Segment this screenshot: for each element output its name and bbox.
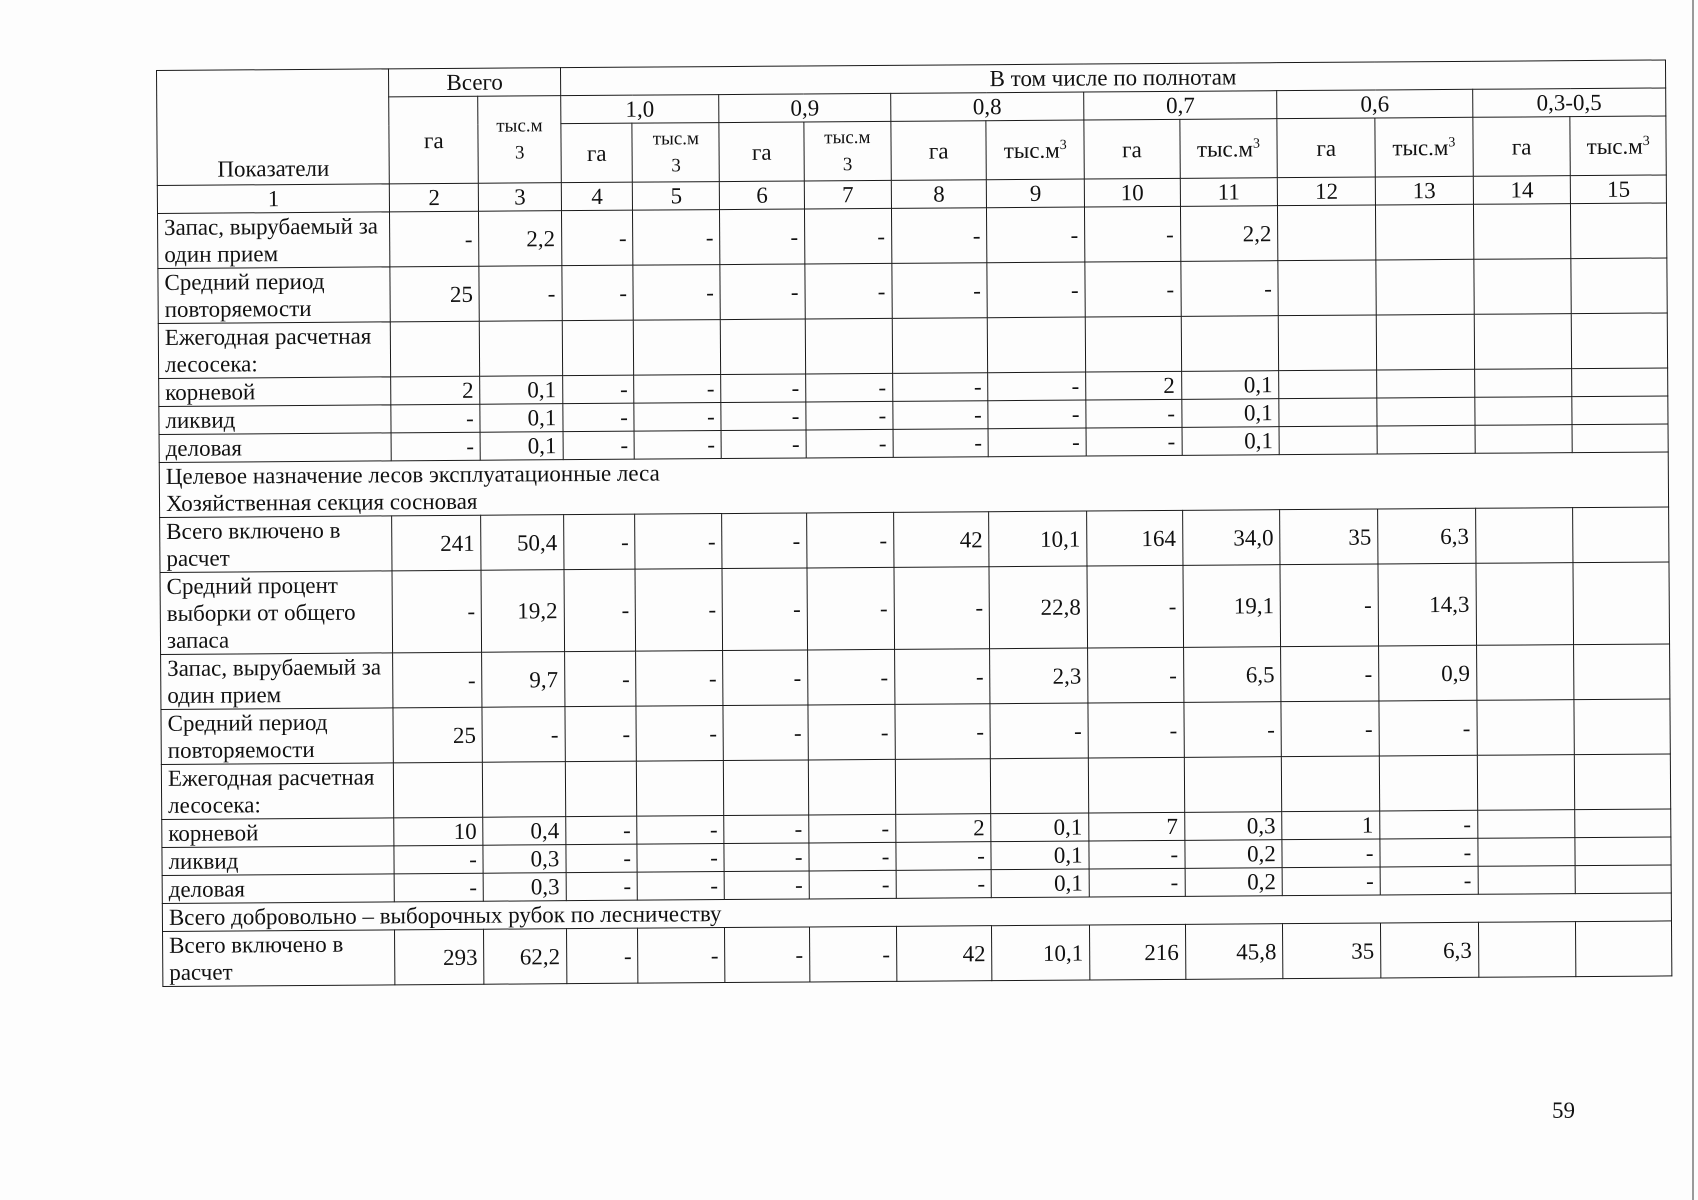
row-label: деловая: [159, 433, 392, 463]
unit-vol-base: тыс.м: [824, 127, 871, 149]
column-index-cell: 14: [1473, 176, 1571, 205]
table-cell: [988, 317, 1086, 373]
table-cell: 0,4: [483, 817, 566, 846]
table-cell: [1575, 837, 1671, 866]
table-cell: -: [638, 872, 725, 901]
table-cell: -: [566, 816, 638, 844]
unit-vol-exp: 3: [842, 154, 853, 176]
table-cell: -: [1086, 427, 1182, 456]
row-label: Всего включено в расчет: [160, 516, 393, 573]
column-index-cell: 13: [1375, 176, 1473, 205]
table-cell: -: [1089, 840, 1185, 869]
table-cell: -: [808, 704, 895, 760]
table-cell: -: [635, 431, 722, 460]
table-cell: 42: [896, 926, 992, 982]
table-cell: 35: [1280, 509, 1378, 565]
table-cell: [808, 759, 895, 815]
column-index-cell: 15: [1571, 175, 1667, 204]
table-cell: -: [566, 872, 638, 900]
unit-vol-exp: 3: [1059, 137, 1067, 153]
table-cell: -: [479, 266, 562, 322]
table-cell: [1575, 754, 1671, 810]
table-cell: -: [720, 264, 805, 320]
table-cell: 9,7: [482, 652, 565, 708]
table-cell: -: [806, 401, 893, 430]
table-cell: -: [804, 208, 891, 264]
table-cell: -: [805, 263, 892, 319]
column-index-cell: 11: [1180, 178, 1278, 207]
table-cell: 0,1: [1181, 399, 1279, 428]
table-cell: 0,1: [480, 404, 563, 433]
table-cell: -: [720, 209, 805, 265]
table-cell: -: [564, 651, 636, 706]
table-cell: 42: [893, 512, 989, 568]
table-cell: [1278, 205, 1376, 261]
section-heading-line: Целевое назначение лесов эксплуатационные леса: [165, 460, 660, 489]
table-cell: [483, 762, 566, 818]
table-cell: 0,1: [991, 869, 1089, 898]
table-cell: [1477, 755, 1575, 811]
header-unit-ga: га: [719, 122, 804, 182]
header-total-vol: [478, 96, 561, 184]
table-cell: -: [893, 429, 989, 458]
table-cell: 0,1: [991, 813, 1089, 842]
table-cell: -: [1184, 702, 1282, 758]
header-density-6: 0,3-0,5: [1472, 88, 1665, 117]
table-cell: -: [1089, 868, 1185, 897]
header-density-1: 1,0: [561, 95, 720, 124]
table-cell: [1085, 316, 1181, 372]
table-cell: 0,2: [1184, 840, 1282, 869]
row-label: ликвид: [159, 405, 392, 435]
row-label: Запас, вырубаемый за один прием: [161, 653, 394, 710]
header-density-3: 0,8: [891, 92, 1084, 121]
section-heading-line: Хозяйственная секция сосновая: [165, 488, 478, 516]
table-cell: [637, 761, 724, 817]
table-cell: -: [990, 703, 1088, 759]
table-cell: 164: [1087, 510, 1183, 566]
table-cell: 62,2: [484, 929, 567, 985]
table-cell: -: [562, 265, 634, 320]
header-unit-ga: га: [1084, 119, 1180, 179]
table-cell: [1375, 204, 1473, 260]
table-cell: 2: [896, 814, 992, 843]
table-cell: -: [638, 928, 725, 984]
table-cell: [1571, 258, 1667, 314]
table-cell: [394, 762, 483, 818]
table-cell: -: [633, 210, 720, 266]
unit-vol-exp: 3: [1252, 136, 1261, 152]
table-cell: 0,1: [1182, 427, 1280, 456]
table-cell: -: [809, 870, 896, 899]
row-label: корневой: [159, 377, 392, 407]
table-cell: [562, 320, 634, 375]
table-cell: [1573, 562, 1669, 645]
table-cell: -: [1085, 206, 1181, 262]
table-cell: -: [393, 652, 482, 708]
table-cell: [1477, 700, 1575, 756]
row-label: Запас, вырубаемый за один прием: [158, 212, 391, 269]
table-cell: [1088, 757, 1184, 813]
table-cell: [1377, 397, 1475, 426]
table-cell: 0,1: [1181, 371, 1279, 400]
table-cell: -: [561, 210, 633, 265]
density-table: [156, 59, 1672, 987]
header-unit-vol: [1179, 119, 1277, 179]
header-total-group: Всего: [389, 68, 561, 97]
table-cell: [721, 319, 806, 375]
table-cell: -: [988, 400, 1086, 429]
table-cell: [895, 759, 991, 815]
table-cell: [1181, 316, 1279, 372]
table-cell: 0,3: [483, 845, 566, 874]
table-cell: -: [562, 375, 634, 403]
table-cell: -: [636, 706, 723, 762]
table-container: [156, 59, 1672, 987]
table-cell: -: [1380, 810, 1478, 839]
table-cell: 0,1: [480, 432, 563, 461]
table-cell: [1574, 644, 1670, 700]
table-cell: -: [482, 707, 565, 763]
table-cell: -: [722, 513, 807, 569]
table-cell: [1475, 425, 1573, 454]
column-index-cell: 12: [1278, 177, 1376, 206]
table-cell: -: [1280, 564, 1378, 647]
table-cell: -: [565, 706, 637, 761]
table-cell: -: [721, 402, 806, 431]
table-cell: -: [893, 401, 989, 430]
table-cell: 45,8: [1185, 924, 1283, 980]
table-cell: -: [391, 404, 480, 433]
table-cell: 14,3: [1378, 563, 1476, 646]
table-cell: -: [563, 514, 635, 569]
table-cell: [1474, 259, 1572, 315]
table-cell: -: [635, 514, 722, 570]
header-unit-ga: га: [1473, 117, 1571, 177]
table-cell: [1572, 424, 1668, 453]
unit-vol-exp: 3: [671, 155, 681, 177]
row-label: Ежегодная расчетная лесосека:: [158, 322, 391, 379]
table-cell: -: [566, 928, 638, 983]
table-cell: -: [1086, 399, 1182, 428]
table-cell: 2: [1086, 371, 1182, 400]
table-cell: 10,1: [992, 925, 1090, 981]
row-label: Средний период повторяемости: [158, 267, 391, 324]
column-index-cell: 10: [1084, 178, 1180, 207]
header-unit-vol: [632, 123, 719, 183]
header-unit-vol: [986, 120, 1084, 180]
table-cell: -: [806, 373, 893, 402]
row-label: Всего включено в расчет: [163, 930, 396, 987]
table-cell: [1279, 315, 1377, 371]
row-label: корневой: [162, 818, 395, 848]
table-cell: -: [892, 263, 988, 319]
table-cell: [724, 760, 809, 816]
column-index-cell: 9: [987, 179, 1085, 208]
table-cell: -: [988, 372, 1086, 401]
table-cell: [1477, 810, 1575, 839]
table-cell: -: [892, 373, 988, 402]
row-label: Средний процент выборки от общего запаса: [160, 571, 393, 655]
table-cell: [1377, 425, 1475, 454]
table-cell: 22,8: [989, 566, 1087, 649]
table-cell: 19,2: [481, 570, 564, 653]
table-cell: [1478, 866, 1576, 895]
table-cell: [1475, 508, 1573, 564]
header-unit-ga: га: [561, 123, 633, 182]
table-cell: -: [1380, 838, 1478, 867]
row-label: деловая: [162, 874, 395, 904]
table-cell: [1184, 757, 1282, 813]
unit-vol-base: тыс.м: [1392, 134, 1449, 160]
table-cell: [1377, 369, 1475, 398]
table-cell: [1379, 755, 1477, 811]
table-cell: [1475, 397, 1573, 426]
table-cell: 0,3: [483, 873, 566, 902]
column-index-cell: 8: [891, 180, 987, 209]
table-cell: 10: [394, 817, 483, 846]
unit-vol-base: тыс.м: [1003, 137, 1060, 163]
unit-vol-base: тыс.м: [496, 115, 543, 137]
unit-vol-exp: 3: [1642, 133, 1650, 149]
scan-edge-line: [1692, 0, 1694, 1200]
table-cell: 2,2: [1180, 206, 1278, 262]
table-cell: 7: [1089, 812, 1185, 841]
header-density-group: В том числе по полнотам: [560, 60, 1665, 96]
table-cell: -: [566, 844, 638, 872]
table-cell: -: [635, 569, 722, 652]
table-cell: -: [987, 262, 1085, 318]
table-cell: [1279, 370, 1377, 399]
table-cell: -: [563, 403, 635, 431]
section-heading-line: Всего добровольно – выборочных рубок по лесничеству: [168, 901, 722, 930]
table-cell: [1376, 314, 1474, 370]
table-cell: [805, 318, 892, 374]
table-cell: -: [807, 512, 894, 568]
column-index-cell: 6: [720, 181, 805, 210]
table-cell: 6,5: [1183, 647, 1281, 703]
table-cell: 2,3: [990, 648, 1088, 704]
table-cell: -: [896, 842, 992, 871]
table-cell: [1478, 838, 1576, 867]
table-cell: [991, 758, 1089, 814]
table-cell: [1279, 398, 1377, 427]
unit-vol-base: тыс.м: [1196, 135, 1254, 162]
column-index-cell: 5: [633, 182, 720, 211]
table-cell: -: [807, 567, 894, 650]
table-cell: -: [1180, 261, 1278, 317]
table-cell: [1376, 259, 1474, 315]
table-cell: -: [895, 704, 991, 760]
header-density-5: 0,6: [1277, 89, 1473, 118]
table-cell: [1476, 645, 1574, 701]
table-cell: [1575, 809, 1671, 838]
header-density-2: 0,9: [719, 93, 891, 122]
table-cell: [1573, 507, 1669, 563]
table-cell: [1474, 369, 1572, 398]
column-index-cell: 3: [479, 183, 562, 212]
table-cell: -: [1380, 866, 1478, 895]
table-cell: -: [809, 814, 896, 843]
table-cell: 0,2: [1185, 868, 1283, 897]
header-indicator: Показатели: [157, 69, 390, 186]
table-cell: -: [723, 650, 808, 706]
table-cell: -: [894, 649, 990, 705]
table-cell: [1476, 563, 1574, 646]
table-cell: 241: [392, 515, 481, 571]
table-cell: -: [637, 816, 724, 845]
unit-vol-base: тыс.м: [1586, 133, 1643, 159]
column-index-cell: 4: [561, 182, 633, 210]
table-cell: [1574, 699, 1670, 755]
table-cell: [1278, 260, 1376, 316]
table-cell: -: [808, 649, 895, 705]
unit-vol-base: тыс.м: [652, 128, 700, 150]
table-cell: -: [723, 705, 808, 761]
table-cell: [1279, 426, 1377, 455]
table-cell: -: [633, 265, 720, 321]
table-cell: 25: [393, 707, 482, 763]
table-cell: -: [392, 570, 482, 653]
table-cell: 34,0: [1182, 510, 1280, 566]
table-cell: -: [634, 403, 721, 432]
table-cell: [1576, 921, 1672, 977]
header-unit-ga: га: [1277, 118, 1375, 178]
table-cell: [1575, 865, 1671, 894]
table-cell: [1473, 204, 1571, 260]
table-cell: -: [391, 432, 480, 461]
table-cell: 1: [1282, 811, 1380, 840]
table-cell: -: [394, 845, 483, 874]
table-cell: 0,1: [480, 376, 563, 405]
table-cell: -: [896, 870, 992, 899]
table-cell: -: [1281, 701, 1379, 757]
table-cell: [1572, 368, 1668, 397]
table-cell: [565, 761, 637, 816]
header-unit-vol: [804, 121, 891, 181]
unit-vol-exp: 3: [1448, 134, 1456, 150]
table-cell: -: [394, 873, 483, 902]
column-index-cell: 1: [157, 184, 390, 214]
table-cell: 50,4: [481, 515, 564, 571]
row-label: Средний период повторяемости: [161, 708, 394, 765]
table-cell: -: [1282, 839, 1380, 868]
row-label: ликвид: [162, 846, 395, 876]
table-cell: [391, 321, 480, 377]
table-cell: -: [721, 374, 806, 403]
table-cell: -: [637, 844, 724, 873]
table-cell: -: [725, 927, 810, 983]
table-cell: -: [1088, 702, 1184, 758]
table-cell: 216: [1090, 924, 1186, 980]
table-cell: 0,3: [1184, 812, 1282, 841]
table-cell: 19,1: [1183, 565, 1281, 648]
table-cell: -: [806, 429, 893, 458]
unit-vol-exp: 3: [514, 142, 525, 164]
table-cell: -: [724, 843, 809, 872]
table-cell: -: [636, 651, 723, 707]
header-density-4: 0,7: [1084, 91, 1277, 120]
table-cell: -: [721, 430, 806, 459]
column-index-cell: 2: [390, 183, 479, 212]
table-cell: [1478, 922, 1576, 978]
table-cell: -: [634, 375, 721, 404]
table-cell: -: [1088, 647, 1184, 703]
table-cell: [634, 320, 721, 376]
table-cell: [480, 321, 563, 377]
table-cell: [1572, 313, 1668, 369]
header-total-ga: га: [389, 96, 479, 184]
table-cell: -: [724, 871, 809, 900]
table-cell: -: [894, 567, 990, 650]
table-cell: -: [390, 211, 479, 267]
table-cell: [892, 318, 988, 374]
table-cell: -: [809, 842, 896, 871]
table-cell: 0,9: [1379, 645, 1477, 701]
table-row: [163, 921, 1672, 987]
table-cell: 6,3: [1378, 508, 1476, 564]
table-cell: -: [1085, 261, 1181, 317]
table-cell: [1571, 203, 1667, 259]
table-cell: -: [891, 208, 987, 264]
table-cell: 25: [390, 266, 479, 322]
table-cell: 6,3: [1380, 922, 1478, 978]
table-cell: 10,1: [989, 511, 1087, 567]
table-cell: 2,2: [479, 211, 562, 267]
table-cell: -: [1281, 646, 1379, 702]
header-unit-vol: [1570, 116, 1666, 176]
column-index-cell: 7: [804, 180, 891, 209]
table-cell: 293: [395, 929, 484, 985]
table-cell: [1572, 396, 1668, 425]
table-cell: [1474, 314, 1572, 370]
table-cell: -: [722, 568, 807, 651]
table-cell: -: [564, 569, 636, 651]
table-cell: 2: [391, 376, 480, 405]
row-label: Ежегодная расчетная лесосека:: [161, 763, 394, 820]
table-cell: -: [809, 926, 896, 982]
table-cell: 35: [1283, 923, 1381, 979]
table-cell: -: [1379, 700, 1477, 756]
table-cell: 0,1: [991, 841, 1089, 870]
table-cell: -: [987, 207, 1085, 263]
table-cell: -: [563, 431, 635, 459]
table-row: [160, 562, 1670, 655]
table-cell: -: [724, 815, 809, 844]
table-cell: -: [1087, 565, 1183, 648]
table-cell: -: [988, 428, 1086, 457]
header-unit-ga: га: [891, 121, 987, 181]
header-unit-vol: [1375, 117, 1473, 177]
table-cell: [1282, 756, 1380, 812]
table-cell: -: [1282, 867, 1380, 896]
page-number: 59: [1552, 1098, 1575, 1123]
